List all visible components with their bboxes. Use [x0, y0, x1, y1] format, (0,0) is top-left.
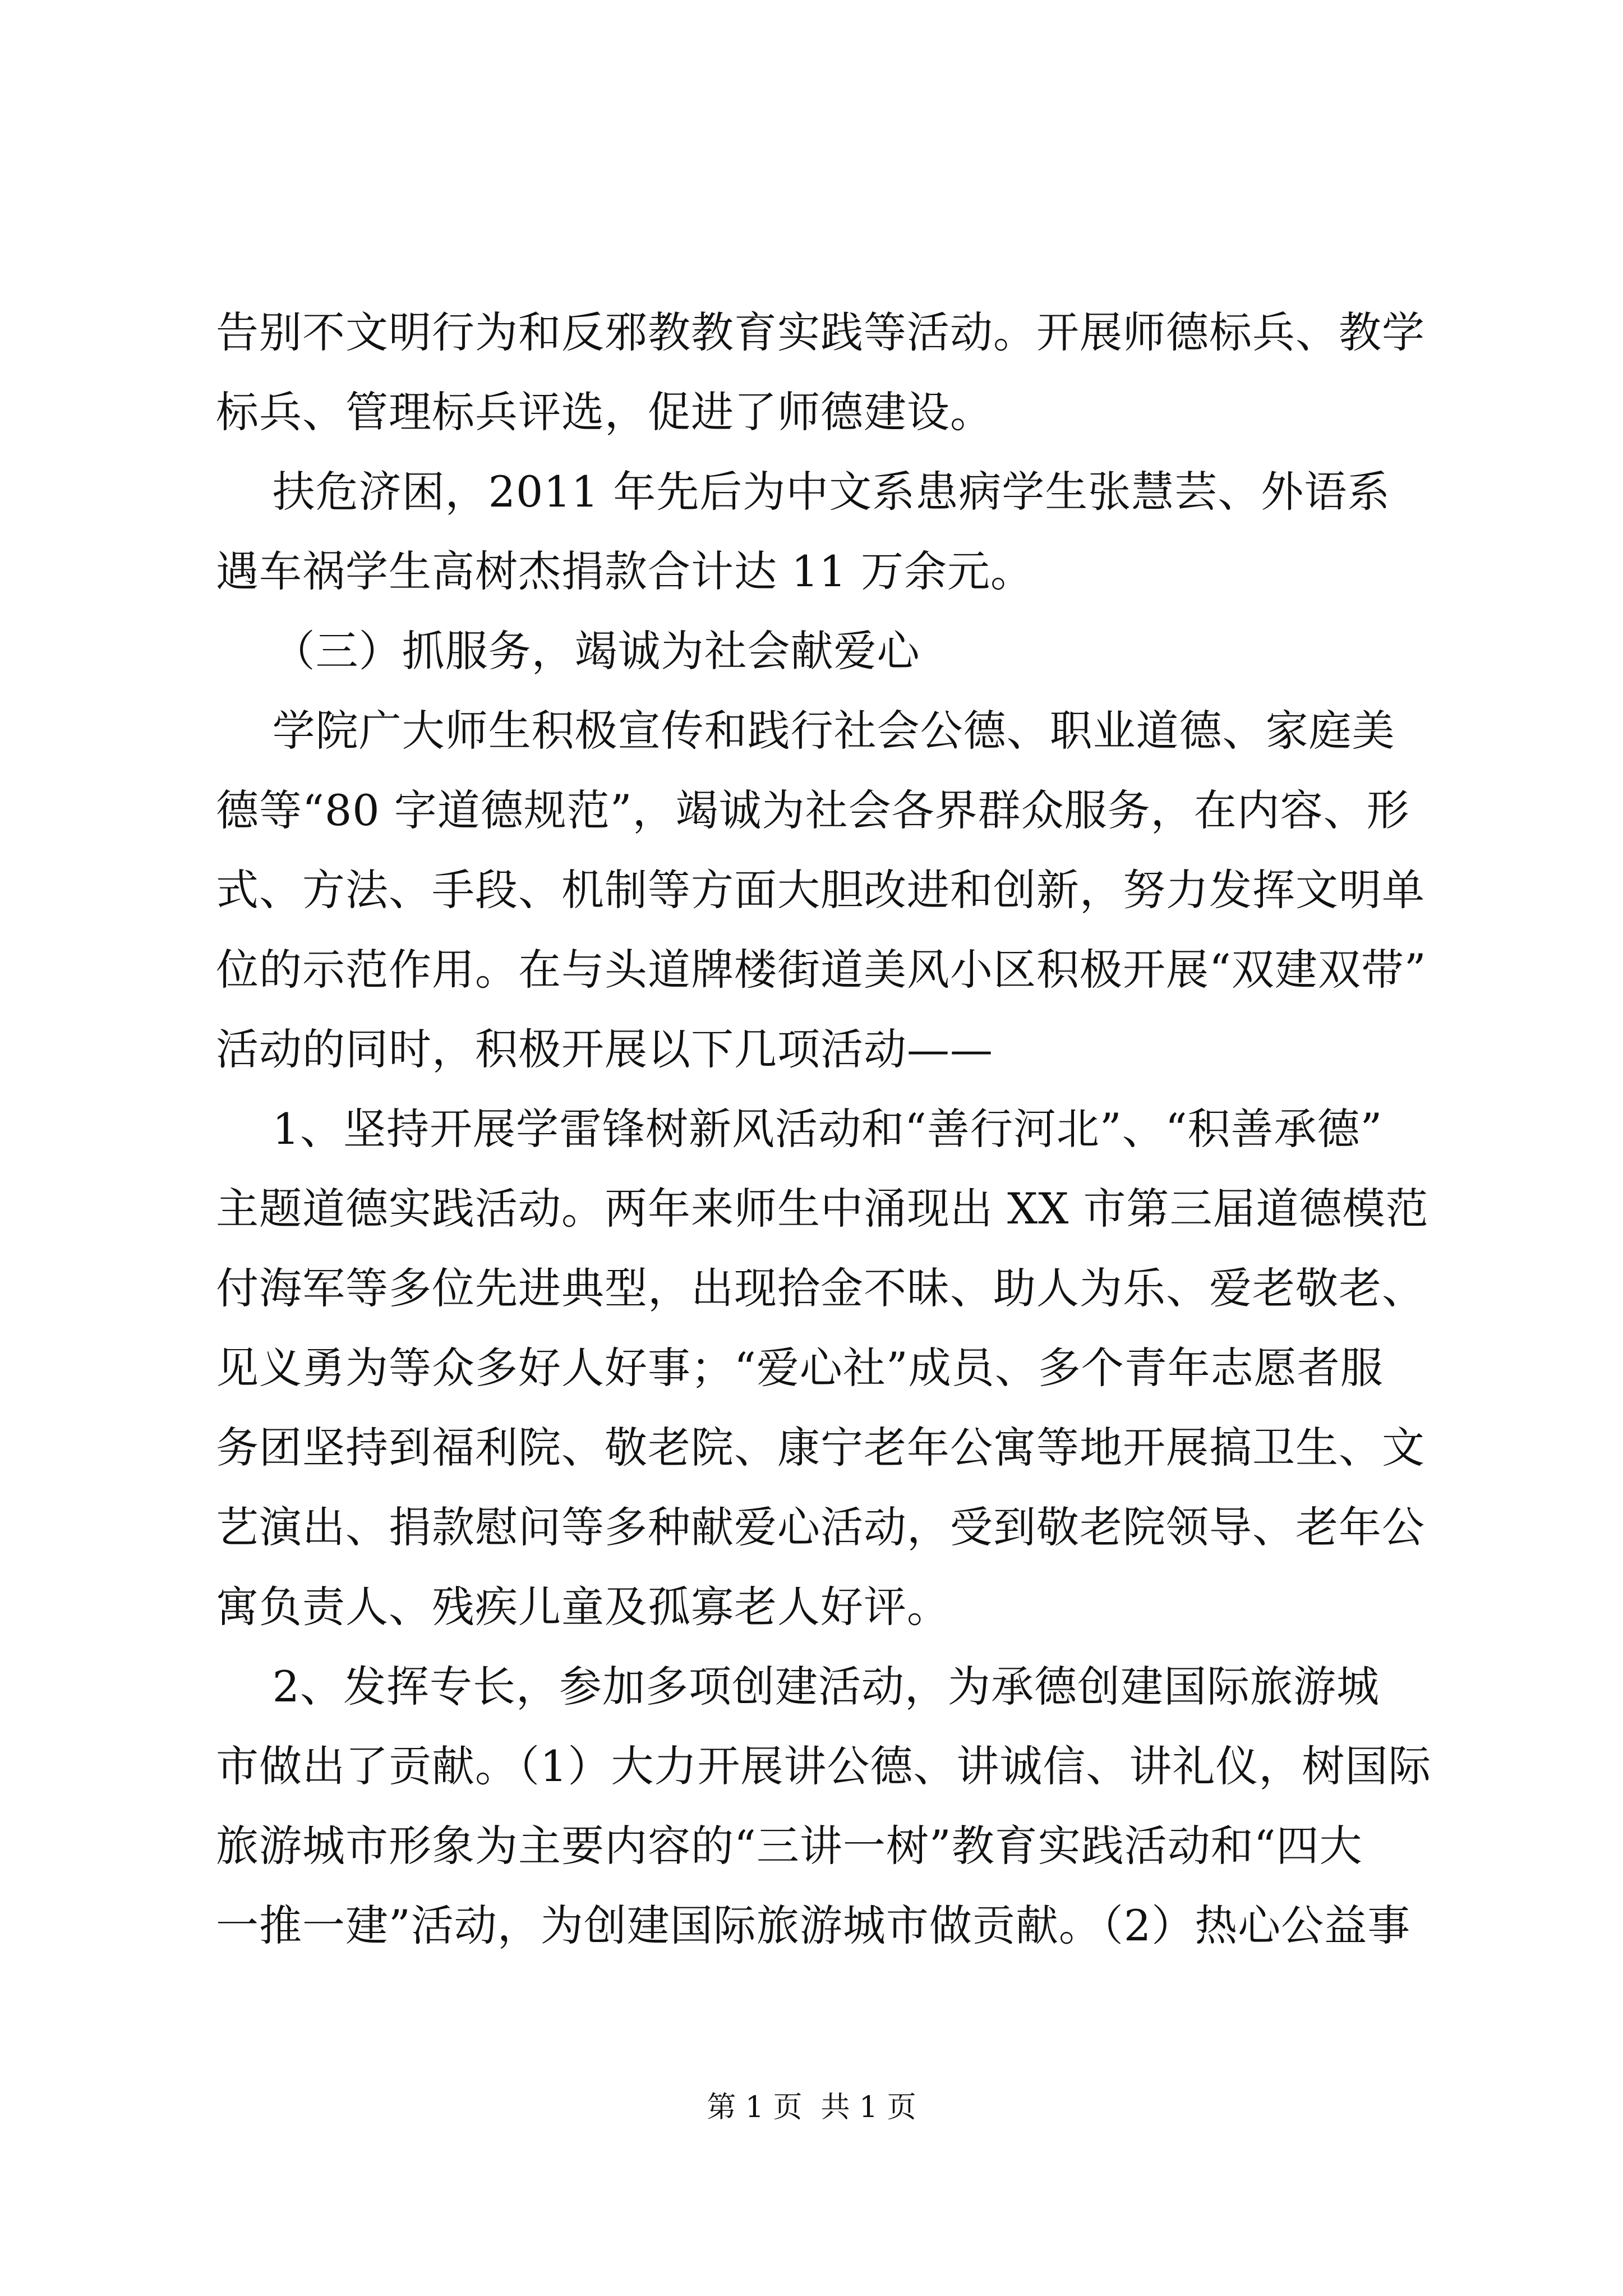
text-line: 主题道德实践活动。两年来师生中涌现出 XX 市第三届道德模范 [216, 1184, 1429, 1234]
text-line: 活动的同时，积极开展以下几项活动—— [216, 1024, 993, 1074]
text-line: 标兵、管理标兵评选，促进了师德建设。 [216, 387, 993, 437]
text-line: 付海军等多位先进典型，出现拾金不昧、助人为乐、爱老敬老、 [216, 1263, 1425, 1313]
text-line: 市做出了贡献。（1）大力开展讲公德、讲诚信、讲礼仪，树国际 [216, 1741, 1432, 1791]
text-line: 寓负责人、残疾儿童及孤寡老人好评。 [216, 1582, 950, 1632]
document-body [216, 293, 1432, 1966]
text-line: 位的示范作用。在与头道牌楼街道美风小区积极开展“双建双带” [216, 945, 1427, 995]
text-line: 1、坚持开展学雷锋树新风活动和“善行河北”、“积善承德” [216, 1104, 1383, 1154]
text-line: 务团坚持到福利院、敬老院、康宁老年公寓等地开展搞卫生、文 [216, 1423, 1425, 1473]
text-line: 扶危济困，2011 年先后为中文系患病学生张慧芸、外语系 [216, 467, 1391, 517]
text-line: 一推一建”活动，为创建国际旅游城市做贡献。（2）热心公益事 [216, 1901, 1411, 1950]
text-line: 式、方法、手段、机制等方面大胆改进和创新，努力发挥文明单 [216, 865, 1425, 915]
text-line: 遇车祸学生高树杰捐款合计达 11 万余元。 [216, 546, 1034, 596]
text-line: 艺演出、捐款慰问等多种献爱心活动，受到敬老院领导、老年公 [216, 1502, 1425, 1552]
section-heading: （三）抓服务，竭诚为社会献爱心 [216, 626, 920, 676]
text-line: 2、发挥专长，参加多项创建活动，为承德创建国际旅游城 [216, 1662, 1380, 1711]
text-line: 学院广大师生积极宣传和践行社会公德、职业道德、家庭美 [216, 706, 1395, 756]
text-line: 见义勇为等众多好人好事；“爱心社”成员、多个青年志愿者服 [216, 1343, 1384, 1393]
page-number-footer: 第 1 页 共 1 页 [707, 2091, 916, 2124]
text-line: 旅游城市形象为主要内容的“三讲一树”教育实践活动和“四大 [216, 1821, 1363, 1871]
text-line: 德等“80 字道德规范”，竭诚为社会各界群众服务，在内容、形 [216, 785, 1410, 835]
text-line: 告别不文明行为和反邪教教育实践等活动。开展师德标兵、教学 [216, 307, 1425, 357]
